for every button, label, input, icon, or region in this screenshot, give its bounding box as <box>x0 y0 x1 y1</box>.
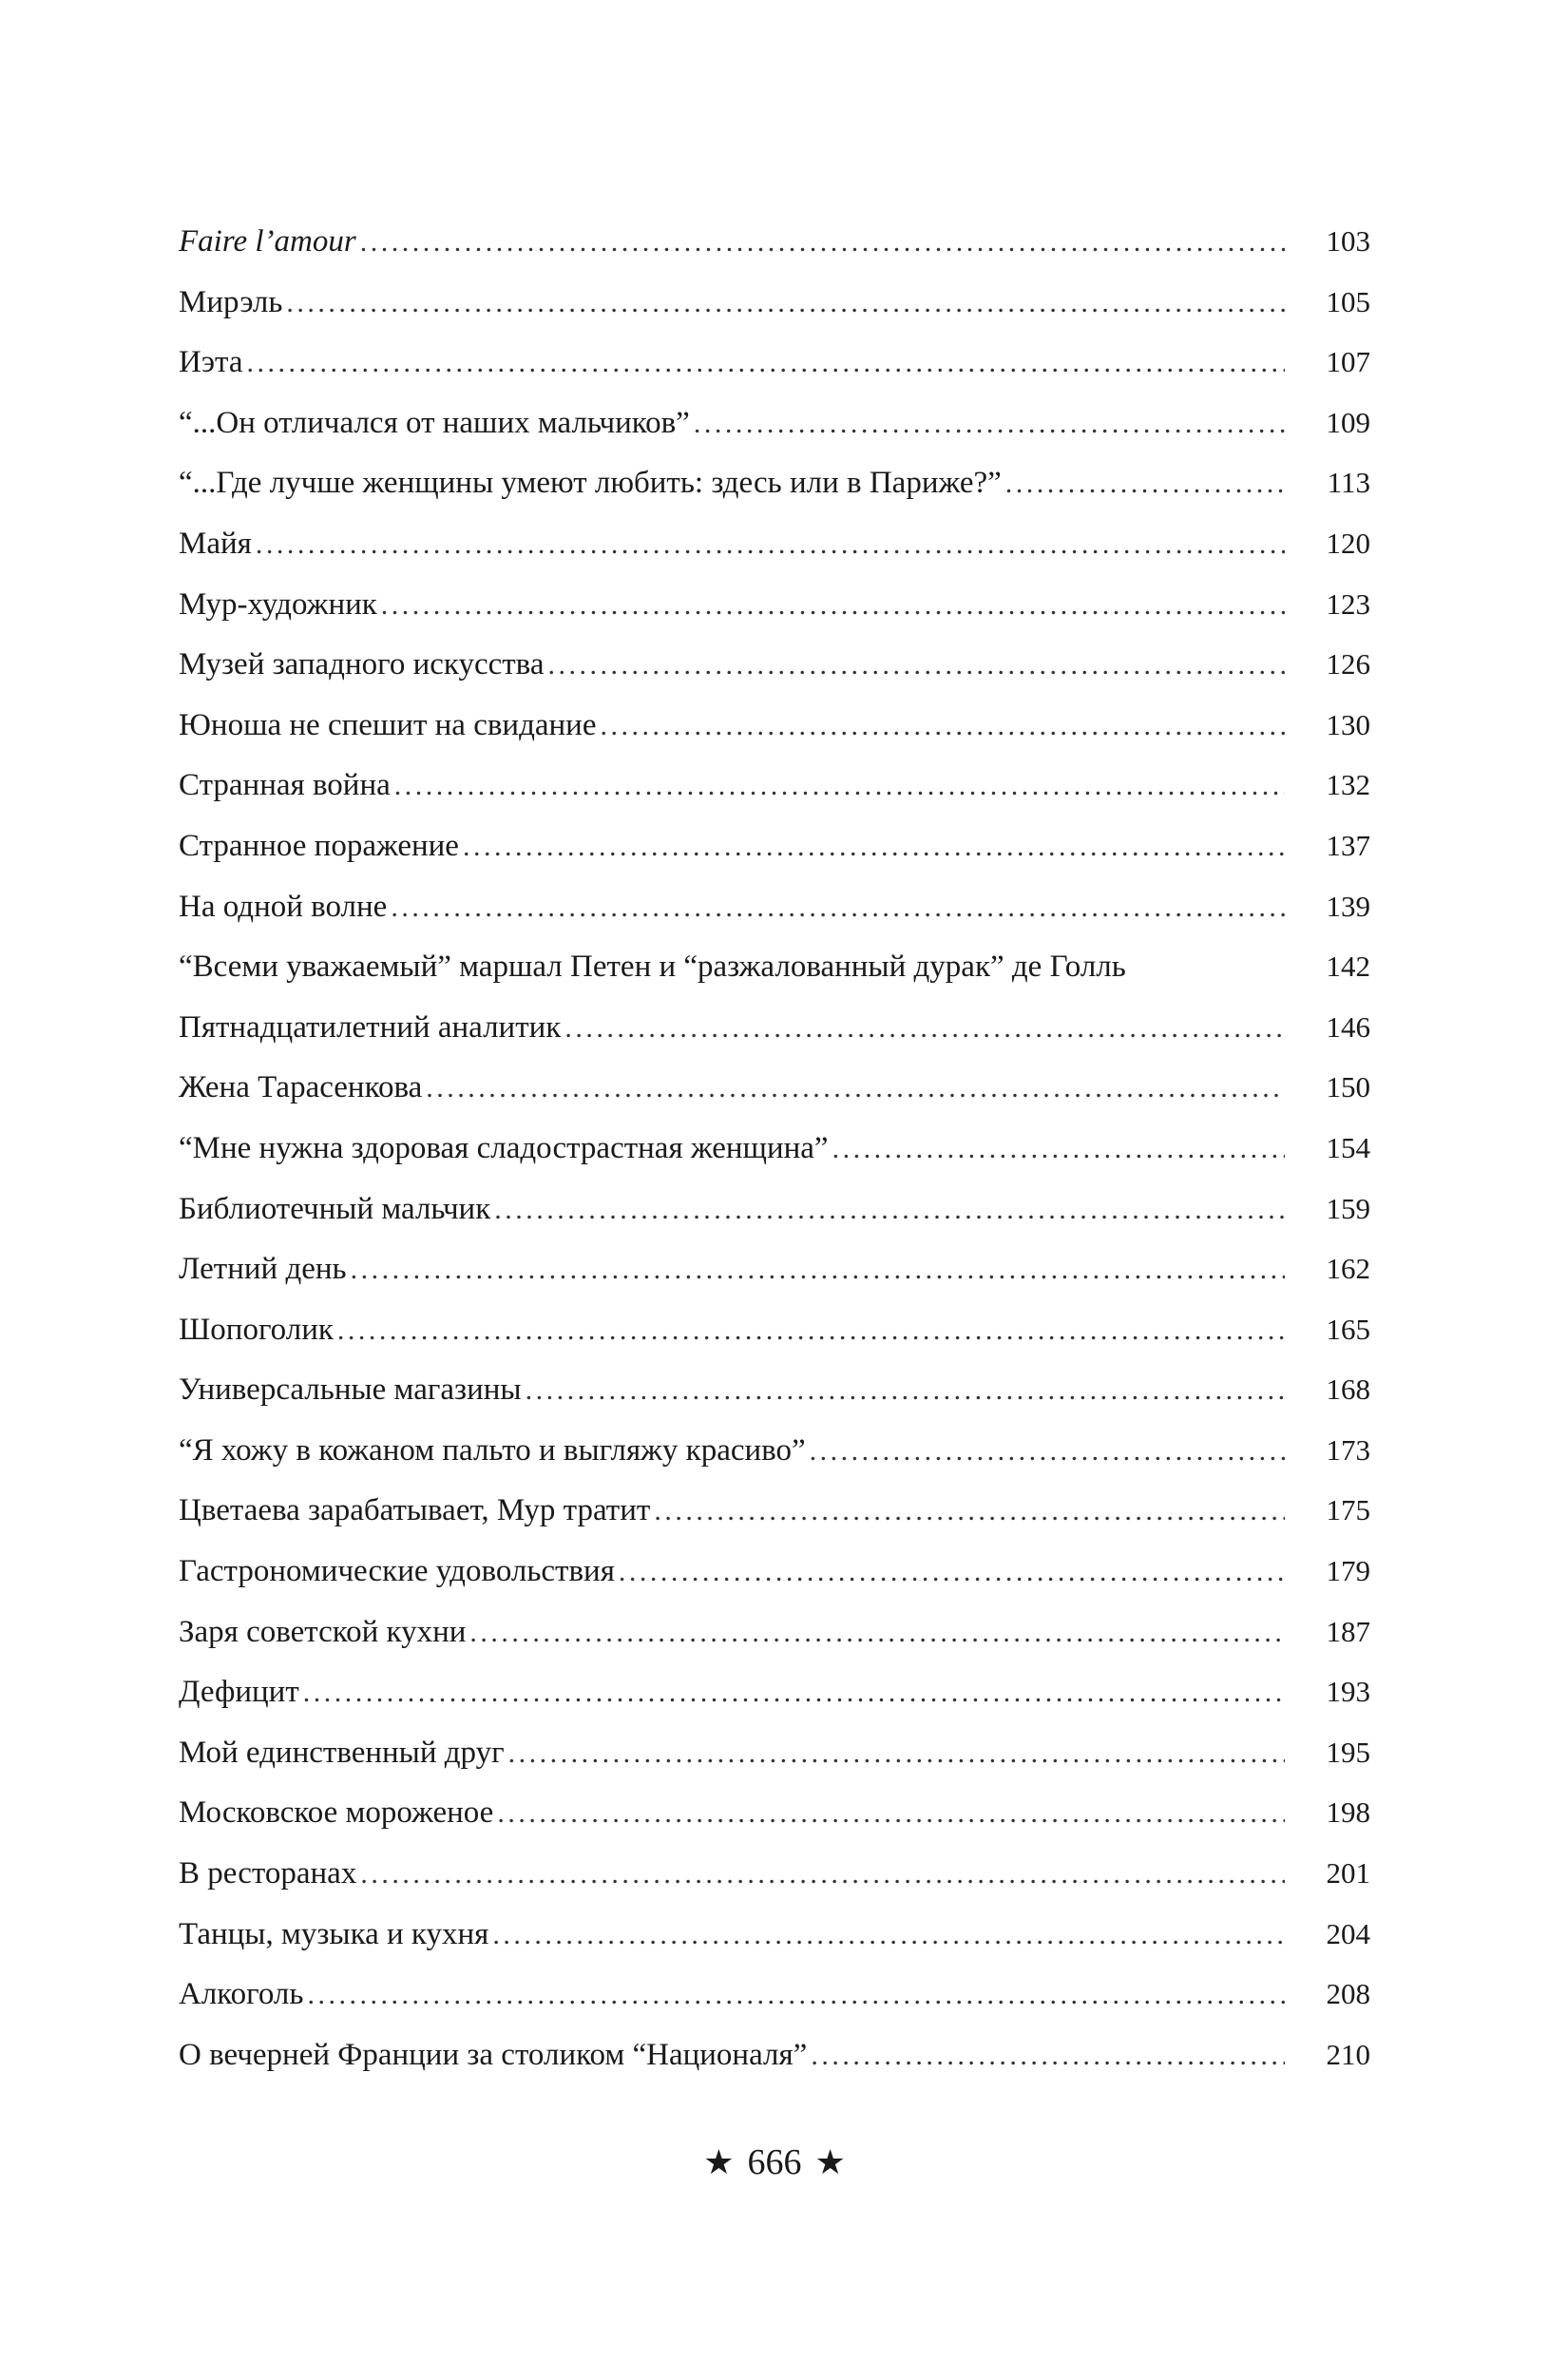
toc-dot-leader <box>394 756 1285 816</box>
toc-dot-leader <box>1005 453 1285 514</box>
toc-entry-title: “...Он отличался от наших мальчиков” <box>179 405 690 440</box>
toc-entry-title: Танцы, музыка и кухня <box>179 1916 489 1951</box>
toc-entry-title: Странное поражение <box>179 828 459 863</box>
toc-entry-page: 198 <box>1326 1795 1370 1830</box>
toc-dot-leader <box>307 1965 1285 2025</box>
toc-entry-page: 132 <box>1326 768 1370 802</box>
toc-entry-title: На одной волне <box>179 889 388 924</box>
toc-entry <box>179 695 1370 756</box>
toc-dot-leader <box>694 393 1285 454</box>
toc-entry-page: 105 <box>1326 284 1370 318</box>
toc-entry-page: 154 <box>1326 1130 1370 1164</box>
toc-entry-page: 208 <box>1326 1977 1370 2011</box>
toc-entry-title: Мур-художник <box>179 586 377 622</box>
page-footer <box>0 2139 1549 2187</box>
toc-dot-leader <box>351 1239 1285 1300</box>
toc-entry-title: Московское мороженое <box>179 1795 494 1831</box>
toc-entry-title: “...Где лучше женщины умеют любить: здесь или в Париже?” <box>179 466 1002 501</box>
toc-dot-leader <box>337 1300 1285 1361</box>
toc-dot-leader <box>832 1119 1285 1180</box>
toc-dot-leader <box>463 816 1285 877</box>
toc-entry <box>179 1843 1370 1904</box>
toc-dot-leader <box>391 877 1285 938</box>
toc-entry-title: Дефицит <box>179 1675 299 1710</box>
toc-dot-leader <box>526 1360 1285 1421</box>
toc-dot-leader <box>811 2025 1285 2086</box>
toc-entry-title: Faire l’amour <box>179 224 356 259</box>
toc-entry-title: Юноша не спешит на свидание <box>179 707 597 742</box>
toc-entry <box>179 1661 1370 1722</box>
toc-entry <box>179 1118 1370 1179</box>
toc-entry-page: 126 <box>1326 647 1370 681</box>
toc-entry-title: Пятнадцатилетний аналитик <box>179 1009 562 1045</box>
toc-dot-leader <box>246 333 1285 393</box>
toc-dot-leader <box>564 998 1285 1059</box>
toc-entry-title: Летний день <box>179 1252 347 1287</box>
toc-entry-page: 120 <box>1326 526 1370 560</box>
toc-dot-leader <box>547 635 1285 696</box>
toc-entry <box>179 1179 1370 1239</box>
toc-entry <box>179 1541 1370 1602</box>
toc-entry-title: В ресторанах <box>179 1856 357 1891</box>
toc-entry <box>179 755 1370 816</box>
toc-dot-leader <box>469 1603 1285 1663</box>
toc-dot-leader <box>619 1542 1285 1603</box>
toc-dot-leader <box>303 1662 1285 1723</box>
toc-entry-page: 162 <box>1326 1252 1370 1286</box>
toc-entry-title: “Я хожу в кожаном пальто и выгляжу красиво” <box>179 1432 806 1468</box>
toc-entry-title: Библиотечный мальчик <box>179 1191 491 1226</box>
toc-dot-leader <box>810 1421 1285 1482</box>
toc-entry-title: Мой единственный друг <box>179 1735 505 1770</box>
toc-entry <box>179 1299 1370 1360</box>
toc-dot-leader <box>256 514 1285 575</box>
toc-entry <box>179 1057 1370 1118</box>
toc-entry <box>179 936 1370 997</box>
toc-entry-page: 204 <box>1326 1916 1370 1950</box>
toc-entry-page: 150 <box>1326 1070 1370 1104</box>
toc-entry-page: 193 <box>1326 1675 1370 1709</box>
toc-entry-title: Иэта <box>179 345 243 380</box>
toc-entry-page: 173 <box>1326 1432 1370 1467</box>
toc-entry-page: 165 <box>1326 1312 1370 1346</box>
toc-dot-leader <box>494 1180 1285 1240</box>
toc-entry-title: “Всеми уважаемый” маршал Петен и “разжалованный дурак” де Голль <box>179 950 1126 985</box>
toc-entry-title: Майя <box>179 526 252 561</box>
toc-entry-page: 195 <box>1326 1735 1370 1769</box>
toc-entry <box>179 1480 1370 1541</box>
toc-entry-page: 210 <box>1326 2037 1370 2071</box>
toc-entry-title: Гастрономические удовольствия <box>179 1554 615 1589</box>
toc-entry-page: 139 <box>1326 889 1370 923</box>
toc-entry-page: 142 <box>1326 950 1370 984</box>
toc-entry <box>179 1238 1370 1299</box>
toc-dot-leader <box>654 1481 1285 1542</box>
toc-entry <box>179 513 1370 574</box>
toc-entry <box>179 452 1370 513</box>
toc-entry <box>179 211 1370 272</box>
toc-entry-page: 130 <box>1326 707 1370 741</box>
toc-entry-title: О вечерней Франции за столиком “Националя” <box>179 2037 808 2072</box>
toc-entry-title: Заря советской кухни <box>179 1614 467 1649</box>
toc-entry-page: 107 <box>1326 345 1370 379</box>
toc-entry-title: “Мне нужна здоровая сладострастная женщина” <box>179 1130 829 1165</box>
toc-entry-title: Мирэль <box>179 284 283 319</box>
toc-entry-page: 159 <box>1326 1191 1370 1225</box>
page-number: 666 <box>747 2142 802 2182</box>
toc-entry-page: 137 <box>1326 828 1370 862</box>
table-of-contents <box>179 211 1370 2084</box>
star-ornament-left: ★ <box>703 2143 735 2182</box>
toc-dot-leader <box>601 696 1286 757</box>
toc-entry <box>179 2025 1370 2085</box>
toc-dot-leader <box>508 1723 1285 1784</box>
toc-dot-leader <box>492 1905 1285 1966</box>
toc-entry <box>179 1904 1370 1965</box>
toc-dot-leader <box>360 212 1285 273</box>
toc-entry-page: 146 <box>1326 1009 1370 1044</box>
toc-entry <box>179 1722 1370 1783</box>
star-ornament-right: ★ <box>814 2143 846 2182</box>
toc-entry <box>179 272 1370 333</box>
toc-entry <box>179 997 1370 1058</box>
toc-entry-title: Странная война <box>179 768 391 803</box>
toc-entry-page: 123 <box>1326 586 1370 621</box>
toc-entry-title: Универсальные магазины <box>179 1372 522 1408</box>
toc-entry-page: 201 <box>1326 1856 1370 1891</box>
toc-entry-page: 179 <box>1326 1554 1370 1588</box>
toc-entry <box>179 1602 1370 1662</box>
toc-entry <box>179 876 1370 937</box>
toc-entry <box>179 1964 1370 2025</box>
toc-entry <box>179 1359 1370 1420</box>
toc-dot-leader <box>360 1844 1285 1905</box>
toc-entry <box>179 816 1370 876</box>
toc-entry <box>179 634 1370 695</box>
toc-dot-leader <box>286 273 1285 334</box>
toc-entry-page: 187 <box>1326 1614 1370 1648</box>
toc-entry-title: Цветаева зарабатывает, Мур тратит <box>179 1493 651 1528</box>
toc-entry-page: 109 <box>1326 405 1370 439</box>
toc-entry <box>179 332 1370 393</box>
toc-dot-leader <box>497 1783 1285 1844</box>
toc-entry-page: 103 <box>1326 224 1370 258</box>
toc-entry-title: Алкоголь <box>179 1977 304 2012</box>
toc-entry-title: Жена Тарасенкова <box>179 1070 423 1105</box>
toc-entry-page: 113 <box>1327 466 1370 500</box>
toc-dot-leader <box>381 575 1285 636</box>
toc-entry <box>179 393 1370 453</box>
toc-entry <box>179 574 1370 635</box>
toc-entry <box>179 1420 1370 1481</box>
toc-entry-page: 168 <box>1326 1372 1370 1407</box>
toc-entry <box>179 1782 1370 1843</box>
toc-dot-leader <box>426 1058 1285 1119</box>
toc-entry-title: Музей западного искусства <box>179 647 545 682</box>
toc-entry-title: Шопоголик <box>179 1312 334 1347</box>
toc-entry-page: 175 <box>1326 1493 1370 1527</box>
